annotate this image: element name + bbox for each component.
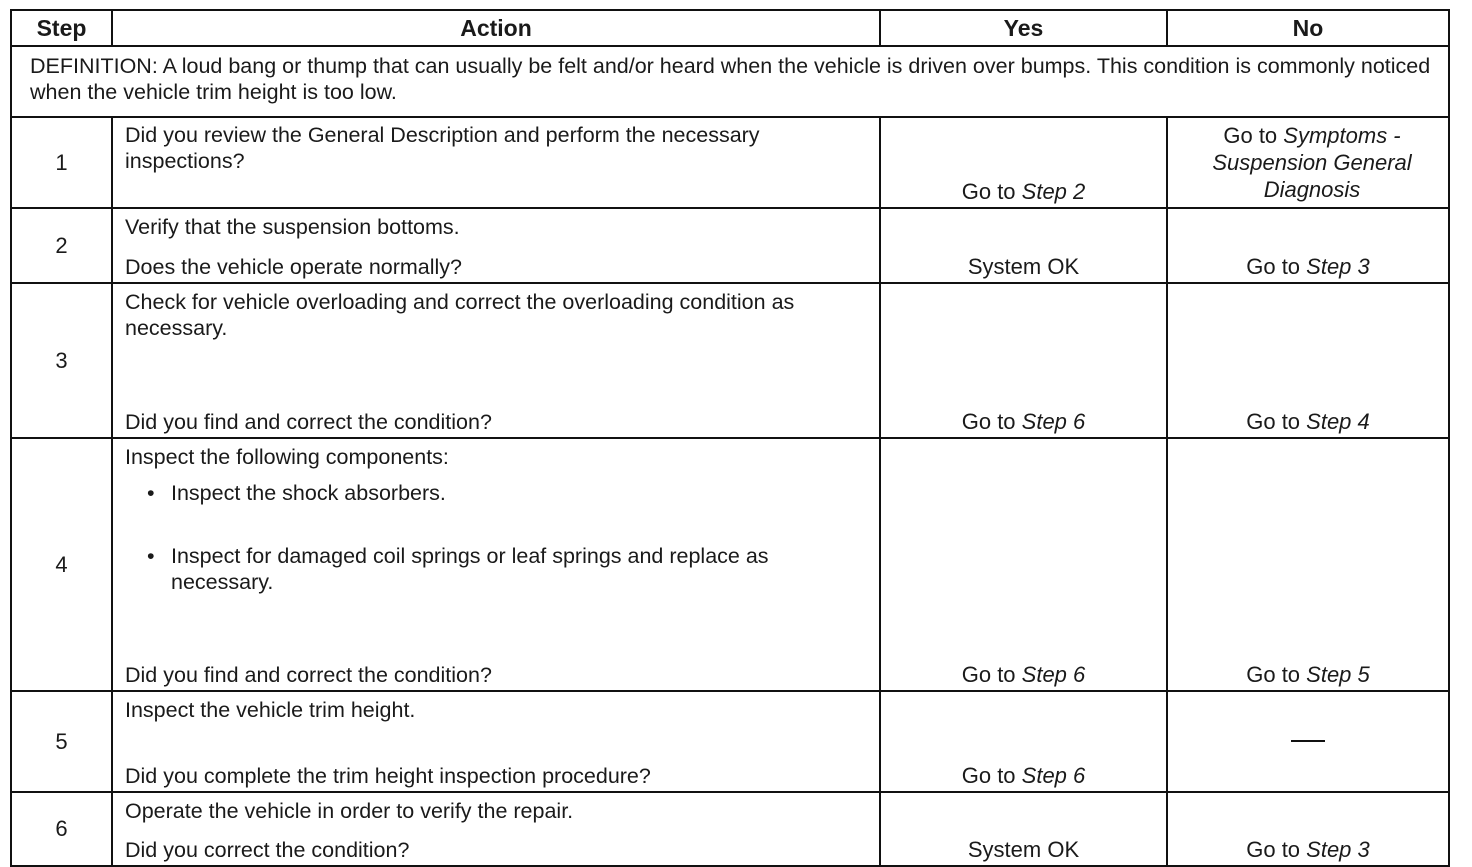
table-row — [11, 792, 1449, 866]
no-result: Go to Step 5 — [1246, 662, 1370, 687]
symptoms-link: Symptoms - Suspension General Diagnosis — [1212, 123, 1412, 202]
yes-result: Go to Step 6 — [961, 409, 1086, 434]
no-cell — [1167, 208, 1449, 283]
step-number: 3 — [11, 283, 112, 438]
action-text: Operate the vehicle in order to verify the repair. — [125, 799, 574, 823]
step-link: Step 2 — [1021, 179, 1086, 204]
action-cell — [112, 792, 880, 866]
yes-result: Go to Step 6 — [961, 763, 1086, 788]
action-text: Check for vehicle overloading and correct the overloading condition as necessary. — [125, 290, 795, 340]
diagnostic-table — [10, 9, 1450, 867]
table-row — [11, 283, 1449, 438]
definition-row — [11, 46, 1449, 117]
action-text: Inspect the following components: — [125, 445, 449, 469]
no-cell — [1167, 691, 1449, 792]
yes-result: System OK — [967, 254, 1080, 279]
action-question: Did you find and correct the condition? — [125, 663, 492, 687]
header-step: Step — [11, 10, 112, 46]
yes-cell — [880, 283, 1167, 438]
no-cell — [1167, 438, 1449, 691]
dash-mark — [1291, 740, 1325, 742]
step-link: Step 6 — [1021, 662, 1086, 687]
step-link: Step 4 — [1306, 409, 1370, 434]
yes-result: Go to Step 2 — [961, 179, 1086, 204]
yes-cell — [880, 117, 1167, 208]
action-question: Did you find and correct the condition? — [125, 410, 492, 434]
definition-text: DEFINITION: A loud bang or thump that can usually be felt and/or heard when the vehicle is driven over bumps. This condition is commonly noticed when the vehicle trim height is too low. — [11, 46, 1449, 117]
bullet-item: • Inspect the shock absorbers. — [147, 480, 849, 506]
action-cell — [112, 117, 880, 208]
action-text: Verify that the suspension bottoms. — [125, 215, 460, 239]
step-link: Step 3 — [1306, 837, 1370, 862]
action-question: Did you correct the condition? — [125, 838, 410, 862]
no-cell — [1167, 792, 1449, 866]
action-text: Did you review the General Description and perform the necessary inspections? — [125, 123, 760, 173]
step-link: Step 5 — [1306, 662, 1370, 687]
no-result: Go to Step 3 — [1246, 837, 1370, 862]
header-row — [11, 10, 1449, 46]
yes-cell — [880, 792, 1167, 866]
yes-result: Go to Step 6 — [961, 662, 1086, 687]
step-number: 1 — [11, 117, 112, 208]
action-question: Does the vehicle operate normally? — [125, 255, 463, 279]
action-text: Inspect the vehicle trim height. — [125, 698, 416, 722]
step-number: 4 — [11, 438, 112, 691]
table-row — [11, 117, 1449, 208]
step-link: Step 3 — [1306, 254, 1370, 279]
action-cell — [112, 691, 880, 792]
no-cell — [1167, 283, 1449, 438]
step-link: Step 6 — [1021, 763, 1086, 788]
header-yes: Yes — [880, 10, 1167, 46]
header-no: No — [1167, 10, 1449, 46]
yes-cell — [880, 208, 1167, 283]
no-result: Go to Symptoms - Suspension General Diagnosis — [1212, 123, 1412, 202]
action-cell — [112, 208, 880, 283]
action-question: Did you complete the trim height inspection procedure? — [125, 764, 651, 788]
yes-cell — [880, 438, 1167, 691]
no-result: Go to Step 4 — [1246, 409, 1370, 434]
action-cell — [112, 283, 880, 438]
table-row — [11, 208, 1449, 283]
no-result: Go to Step 3 — [1246, 254, 1370, 279]
step-link: Step 6 — [1021, 409, 1086, 434]
table-row — [11, 691, 1449, 792]
step-number: 2 — [11, 208, 112, 283]
step-number: 6 — [11, 792, 112, 866]
action-cell — [112, 438, 880, 691]
no-result-dash — [1168, 740, 1448, 742]
header-action: Action — [112, 10, 880, 46]
yes-cell — [880, 691, 1167, 792]
step-number: 5 — [11, 691, 112, 792]
no-cell — [1167, 117, 1449, 208]
table-row — [11, 438, 1449, 691]
bullet-item: • Inspect for damaged coil springs or leaf springs and replace as necessary. — [147, 543, 849, 595]
yes-result: System OK — [967, 837, 1080, 862]
